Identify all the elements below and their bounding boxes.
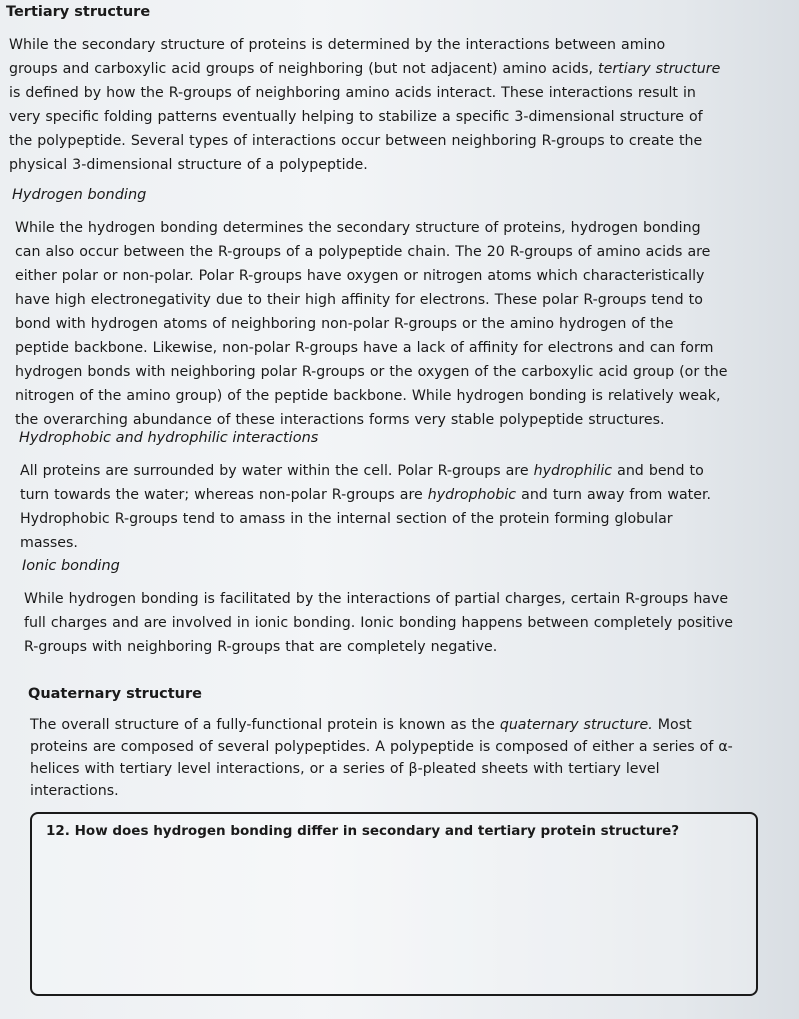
hydrophobic-heading: Hydrophobic and hydrophilic interactions (19, 430, 319, 446)
tertiary-line-2-text: groups and carboxylic acid groups of neighboring (but not adjacent) amino acids, (9, 61, 599, 77)
hydrophobic-line-2-b: and turn away from water. (516, 487, 712, 503)
quaternary-line-4: interactions. (30, 783, 119, 799)
hydrophobic-line-4: masses. (20, 535, 78, 551)
hydrogen-line-7: hydrogen bonds with neighboring polar R-groups or the oxygen of the carboxylic acid group (or the (15, 364, 728, 380)
ionic-line-2: full charges and are involved in ionic bonding. Ionic bonding happens between completely positive (24, 615, 733, 631)
hydrophobic-line-1-b: and bend to (612, 463, 704, 479)
quaternary-line-3: helices with tertiary level interactions, or a series of β-pleated sheets with tertiary level (30, 761, 660, 777)
ionic-line-3: R-groups with neighboring R-groups that are completely negative. (24, 639, 498, 655)
hydrogen-line-6: peptide backbone. Likewise, non-polar R-groups have a lack of affinity for electrons and can form (15, 340, 714, 356)
tertiary-paragraph (9, 33, 799, 177)
hydrogen-line-2: can also occur between the R-groups of a polypeptide chain. The 20 R-groups of amino acids are (15, 244, 711, 260)
hydrophobic-term: hydrophobic (427, 487, 517, 503)
tertiary-line-5: the polypeptide. Several types of interactions occur between neighboring R-groups to create the (9, 133, 703, 149)
hydrophobic-line-1-a: All proteins are surrounded by water within the cell. Polar R-groups are (20, 463, 534, 479)
hydrogen-line-8: nitrogen of the amino group) of the peptide backbone. While hydrogen bonding is relatively weak, (15, 388, 721, 404)
hydrogen-line-3: either polar or non-polar. Polar R-groups have oxygen or nitrogen atoms which characteristically (15, 268, 705, 284)
hydrophilic-term: hydrophilic (533, 463, 613, 479)
hydrophobic-line-2-a: turn towards the water; whereas non-polar R-groups are (20, 487, 428, 503)
tertiary-line-4: very specific folding patterns eventually helping to stabilize a specific 3-dimensional structure of (9, 109, 703, 125)
hydrophobic-line-1 (20, 459, 799, 483)
ionic-heading: Ionic bonding (22, 558, 120, 574)
hydrogen-heading: Hydrogen bonding (12, 187, 147, 203)
quaternary-paragraph (30, 714, 799, 802)
hydrogen-line-9: the overarching abundance of these interactions forms very stable polypeptide structures. (15, 412, 665, 428)
hydrophobic-line-3: Hydrophobic R-groups tend to amass in the internal section of the protein forming globular (20, 511, 673, 527)
tertiary-line-2 (9, 57, 799, 81)
hydrophobic-line-2 (20, 483, 799, 507)
quaternary-line-1-a: The overall structure of a fully-functional protein is known as the (30, 717, 500, 733)
ionic-paragraph (24, 587, 799, 659)
answer-box[interactable] (30, 812, 758, 996)
quaternary-line-2: proteins are composed of several polypeptides. A polypeptide is composed of either a series of α- (30, 739, 733, 755)
tertiary-line-3: is defined by how the R-groups of neighboring amino acids interact. These interactions result in (9, 85, 696, 101)
ionic-line-1: While hydrogen bonding is facilitated by the interactions of partial charges, certain R-groups have (24, 591, 729, 607)
hydrogen-line-4: have high electronegativity due to their high affinity for electrons. These polar R-groups tend to (15, 292, 703, 308)
quaternary-heading: Quaternary structure (28, 686, 202, 702)
hydrogen-paragraph (15, 216, 799, 432)
tertiary-term: tertiary structure (598, 61, 721, 77)
quaternary-line-1 (30, 714, 799, 736)
hydrogen-line-5: bond with hydrogen atoms of neighboring non-polar R-groups or the amino hydrogen of the (15, 316, 674, 332)
tertiary-line-6: physical 3-dimensional structure of a polypeptide. (9, 157, 368, 173)
question-text: 12. How does hydrogen bonding differ in secondary and tertiary protein structure? (46, 823, 680, 839)
quaternary-line-1-b: Most (652, 717, 692, 733)
quaternary-term: quaternary structure. (499, 717, 653, 733)
hydrophobic-paragraph (20, 459, 799, 555)
hydrogen-line-1: While the hydrogen bonding determines the secondary structure of proteins, hydrogen bonding (15, 220, 701, 236)
tertiary-heading: Tertiary structure (6, 4, 151, 20)
tertiary-line-1: While the secondary structure of proteins is determined by the interactions between amino (9, 37, 666, 53)
